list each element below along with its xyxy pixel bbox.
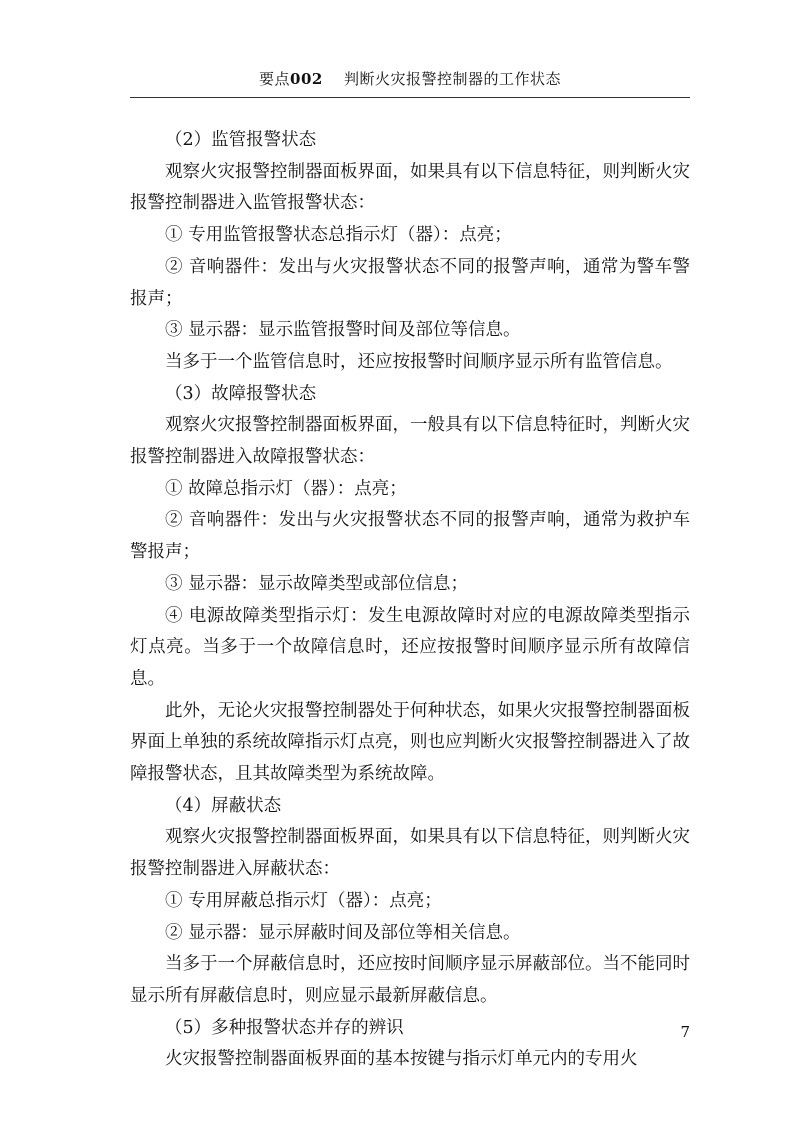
paragraph: 观察火灾报警控制器面板界面，如果具有以下信息特征，则判断火灾报警控制器进入监管报警状态： [130, 161, 690, 214]
paragraph: 火灾报警控制器面板界面的基本按键与指示灯单元内的专用火 [165, 1049, 638, 1070]
section-heading-shield: （4）屏蔽状态 [165, 795, 282, 816]
list-item: ② 显示器：显示屏蔽时间及部位等相关信息。 [165, 922, 521, 943]
paragraph: 观察火灾报警控制器面板界面，一般具有以下信息特征时，判断火灾报警控制器进入故障报警状态： [130, 415, 690, 468]
list-item: ④ 电源故障类型指示灯：发生电源故障时对应的电源故障类型指示灯点亮。当多于一个故障信息时，还应按报警时间顺序显示所有故障信息。 [130, 605, 690, 689]
page-number: 7 [680, 1023, 690, 1041]
header-prefix: 要点 [259, 70, 291, 88]
section-heading-multi-state: （5）多种报警状态并存的辨识 [165, 1017, 404, 1038]
paragraph: 观察火灾报警控制器面板界面，如果具有以下信息特征，则判断火灾报警控制器进入屏蔽状态： [130, 827, 690, 880]
paragraph: 当多于一个监管信息时，还应按报警时间顺序显示所有监管信息。 [165, 351, 673, 372]
paragraph: 当多于一个屏蔽信息时，还应按时间顺序显示屏蔽部位。当不能同时显示所有屏蔽信息时，则应显示最新屏蔽信息。 [130, 954, 690, 1006]
list-item: ② 音响器件：发出与火灾报警状态不同的报警声响，通常为救护车警报声； [130, 510, 690, 563]
page-body [130, 125, 690, 1076]
list-item: ① 故障总指示灯（器）：点亮； [165, 478, 407, 499]
list-item: ② 音响器件：发出与火灾报警状态不同的报警声响，通常为警车警报声； [130, 256, 690, 309]
list-item: ③ 显示器：显示故障类型或部位信息； [165, 573, 469, 594]
header-divider [130, 97, 690, 98]
list-item: ① 专用监管报警状态总指示灯（器）：点亮； [165, 225, 512, 246]
header-number: 002 [290, 70, 323, 88]
list-item: ① 专用屏蔽总指示灯（器）：点亮； [165, 890, 442, 911]
list-item: ③ 显示器：显示监管报警时间及部位等信息。 [165, 320, 521, 341]
section-heading-fault: （3）故障报警状态 [165, 383, 317, 404]
running-header [130, 66, 690, 92]
section-heading-supervisory: （2）监管报警状态 [165, 130, 317, 150]
header-title: 判断火灾报警控制器的工作状态 [343, 70, 561, 88]
paragraph: 此外，无论火灾报警控制器处于何种状态，如果火灾报警控制器面板界面上单独的系统故障指示灯点亮，则也应判断火灾报警控制器进入了故障报警状态，且其故障类型为系统故障。 [130, 700, 690, 785]
